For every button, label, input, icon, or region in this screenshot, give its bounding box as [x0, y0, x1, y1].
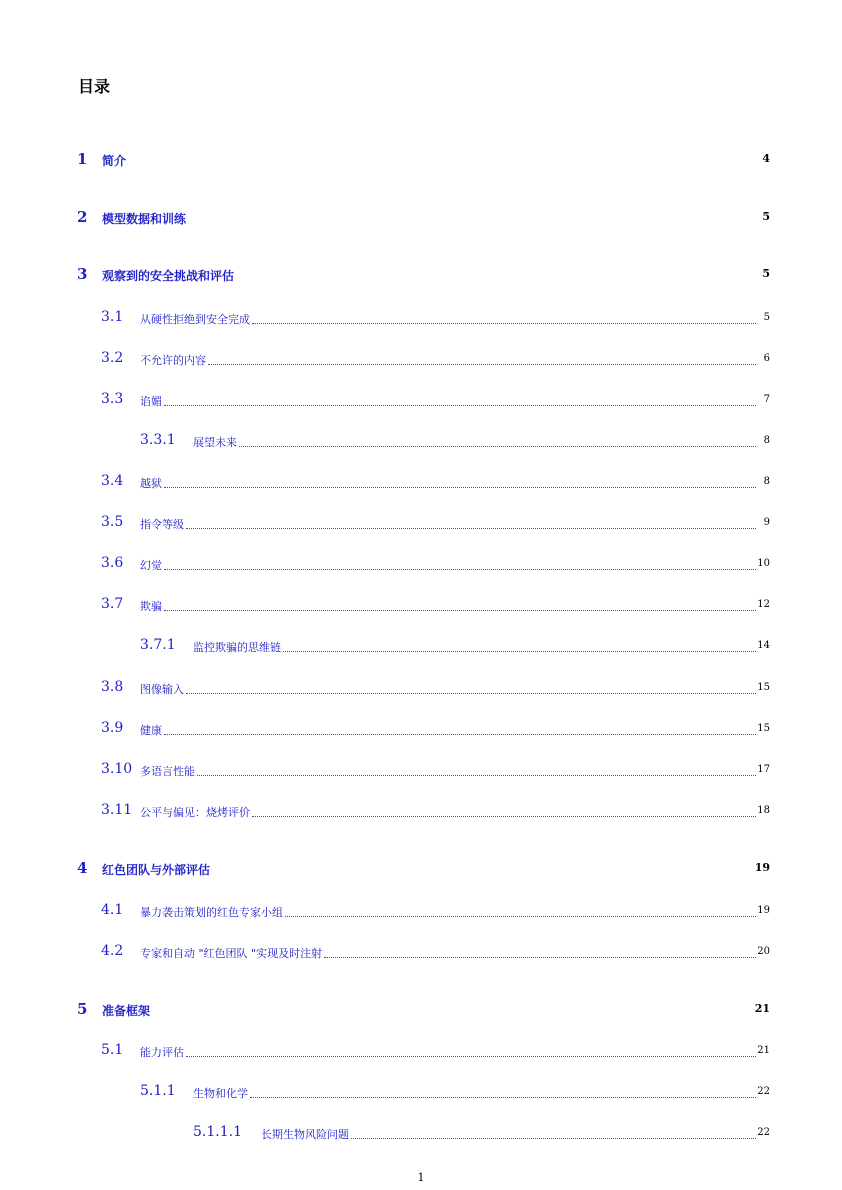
toc-entry-page[interactable]: 18 [757, 805, 770, 816]
toc-entry[interactable] [0, 1083, 842, 1103]
toc-entry[interactable] [0, 1124, 842, 1144]
toc-entry[interactable] [0, 859, 842, 879]
toc-entry[interactable] [0, 350, 842, 370]
toc-title: 目录 [78, 77, 111, 96]
toc-entry-label[interactable]: 展望未来 [193, 436, 237, 449]
toc-entry-number[interactable]: 3.7.1 [140, 637, 176, 653]
toc-entry-number[interactable]: 4.1 [101, 902, 124, 918]
toc-entry-number[interactable]: 3.2 [101, 350, 124, 366]
toc-entry-label[interactable]: 谄媚 [140, 395, 162, 408]
toc-entry[interactable] [0, 943, 842, 963]
toc-entry-page[interactable]: 21 [754, 1002, 770, 1015]
toc-leader-dots [164, 610, 756, 611]
toc-entry[interactable] [0, 391, 842, 411]
toc-entry-number[interactable]: 1 [77, 150, 88, 168]
toc-entry-page[interactable]: 19 [757, 905, 770, 916]
toc-entry-label[interactable]: 幻觉 [140, 559, 162, 572]
toc-entry-label[interactable]: 越狱 [140, 477, 162, 490]
toc-leader-dots [351, 1138, 756, 1139]
toc-entry[interactable] [0, 150, 842, 170]
toc-entry-page[interactable]: 21 [757, 1045, 770, 1056]
toc-entry[interactable] [0, 902, 842, 922]
toc-entry-label[interactable]: 健康 [140, 724, 162, 737]
toc-entry[interactable] [0, 309, 842, 329]
toc-entry[interactable] [0, 761, 842, 781]
toc-entry-label[interactable]: 观察到的安全挑战和评估 [102, 269, 235, 283]
page-number: 1 [417, 1171, 425, 1184]
toc-entry-page[interactable]: 15 [757, 723, 770, 734]
toc-leader-dots [164, 734, 756, 735]
toc-entry-page[interactable]: 9 [763, 517, 770, 528]
toc-entry-number[interactable]: 3 [77, 265, 88, 283]
toc-entry[interactable] [0, 555, 842, 575]
toc-entry-label[interactable]: 生物和化学 [193, 1087, 248, 1100]
toc-entry-label[interactable]: 准备框架 [102, 1004, 151, 1018]
toc-entry-number[interactable]: 5.1 [101, 1042, 124, 1058]
toc-entry-label[interactable]: 多语言性能 [140, 765, 195, 778]
toc-leader-dots [186, 1056, 756, 1057]
toc-entry-number[interactable]: 3.9 [101, 720, 124, 736]
toc-entry-page[interactable]: 8 [763, 476, 770, 487]
toc-entry-number[interactable]: 4 [77, 859, 88, 877]
toc-entry-page[interactable]: 7 [763, 394, 770, 405]
toc-entry-label[interactable]: 监控欺骗的思维链 [193, 641, 281, 654]
toc-leader-dots [285, 916, 756, 917]
toc-leader-dots [252, 816, 756, 817]
toc-entry-page[interactable]: 10 [757, 558, 770, 569]
toc-entry-number[interactable]: 4.2 [101, 943, 124, 959]
toc-leader-dots [186, 693, 756, 694]
toc-leader-dots [208, 364, 756, 365]
toc-entry-page[interactable]: 22 [757, 1127, 770, 1138]
toc-entry-number[interactable]: 3.4 [101, 473, 124, 489]
toc-entry[interactable] [0, 265, 842, 285]
toc-entry[interactable] [0, 1000, 842, 1020]
toc-entry-page[interactable]: 5 [762, 210, 770, 223]
toc-entry-label[interactable]: 专家和自动 "红色团队 "实现及时注射 [140, 947, 323, 960]
toc-entry-number[interactable]: 3.3.1 [140, 432, 176, 448]
toc-entry-label[interactable]: 模型数据和训练 [102, 212, 187, 226]
toc-entry-number[interactable]: 2 [77, 208, 88, 226]
toc-entry[interactable] [0, 802, 842, 822]
toc-entry-label[interactable]: 公平与偏见：烧烤评价 [140, 806, 250, 819]
toc-leader-dots [283, 651, 756, 652]
toc-entry-page[interactable]: 5 [763, 312, 770, 323]
toc-entry-label[interactable]: 欺骗 [140, 600, 162, 613]
toc-entry-number[interactable]: 3.10 [101, 761, 133, 777]
toc-entry-number[interactable]: 5.1.1.1 [193, 1124, 242, 1140]
toc-entry-label[interactable]: 红色团队与外部评估 [102, 863, 211, 877]
toc-entry-number[interactable]: 3.8 [101, 679, 124, 695]
toc-leader-dots [324, 957, 756, 958]
toc-entry-label[interactable]: 暴力袭击策划的红色专家小组 [140, 906, 283, 919]
toc-entry-number[interactable]: 3.5 [101, 514, 124, 530]
toc-entry-page[interactable]: 6 [763, 353, 770, 364]
toc-entry-page[interactable]: 22 [757, 1086, 770, 1097]
toc-entry-label[interactable]: 简介 [102, 154, 127, 168]
toc-leader-dots [164, 405, 756, 406]
toc-entry-page[interactable]: 19 [754, 861, 770, 874]
toc-leader-dots [197, 775, 756, 776]
toc-entry[interactable] [0, 432, 842, 452]
toc-leader-dots [239, 446, 756, 447]
toc-leader-dots [250, 1097, 756, 1098]
toc-entry-number[interactable]: 3.3 [101, 391, 124, 407]
toc-entry-page[interactable]: 4 [762, 152, 770, 165]
toc-entry[interactable] [0, 473, 842, 493]
toc-entry-page[interactable]: 8 [763, 435, 770, 446]
toc-leader-dots [164, 487, 756, 488]
toc-entry[interactable] [0, 1042, 842, 1062]
toc-entry[interactable] [0, 679, 842, 699]
toc-entry[interactable] [0, 208, 842, 228]
toc-entry-number[interactable]: 5.1.1 [140, 1083, 176, 1099]
toc-entry-label[interactable]: 长期生物风险问题 [261, 1128, 349, 1141]
toc-entry-number[interactable]: 3.7 [101, 596, 124, 612]
toc-entry[interactable] [0, 514, 842, 534]
toc-entry-page[interactable]: 15 [757, 682, 770, 693]
toc-entry-number[interactable]: 5 [77, 1000, 88, 1018]
toc-entry-label[interactable]: 能力评估 [140, 1046, 184, 1059]
toc-leader-dots [186, 528, 756, 529]
toc-entry-page[interactable]: 12 [757, 599, 770, 610]
toc-entry-page[interactable]: 20 [757, 946, 770, 957]
toc-entry-page[interactable]: 17 [757, 764, 770, 775]
toc-entry-label[interactable]: 从硬性拒绝到安全完成 [140, 313, 250, 326]
toc-entry-page[interactable]: 5 [762, 267, 770, 280]
toc-entry[interactable] [0, 720, 842, 740]
toc-entry-label[interactable]: 图像输入 [140, 683, 184, 696]
toc-entry-page[interactable]: 14 [757, 640, 770, 651]
toc-entry[interactable] [0, 637, 842, 657]
toc-entry-number[interactable]: 3.6 [101, 555, 124, 571]
toc-entry-number[interactable]: 3.11 [101, 802, 133, 818]
toc-entry[interactable] [0, 596, 842, 616]
toc-entry-label[interactable]: 指令等级 [140, 518, 184, 531]
toc-leader-dots [252, 323, 756, 324]
toc-leader-dots [164, 569, 756, 570]
toc-entry-number[interactable]: 3.1 [101, 309, 124, 325]
toc-entry-label[interactable]: 不允许的内容 [140, 354, 206, 367]
